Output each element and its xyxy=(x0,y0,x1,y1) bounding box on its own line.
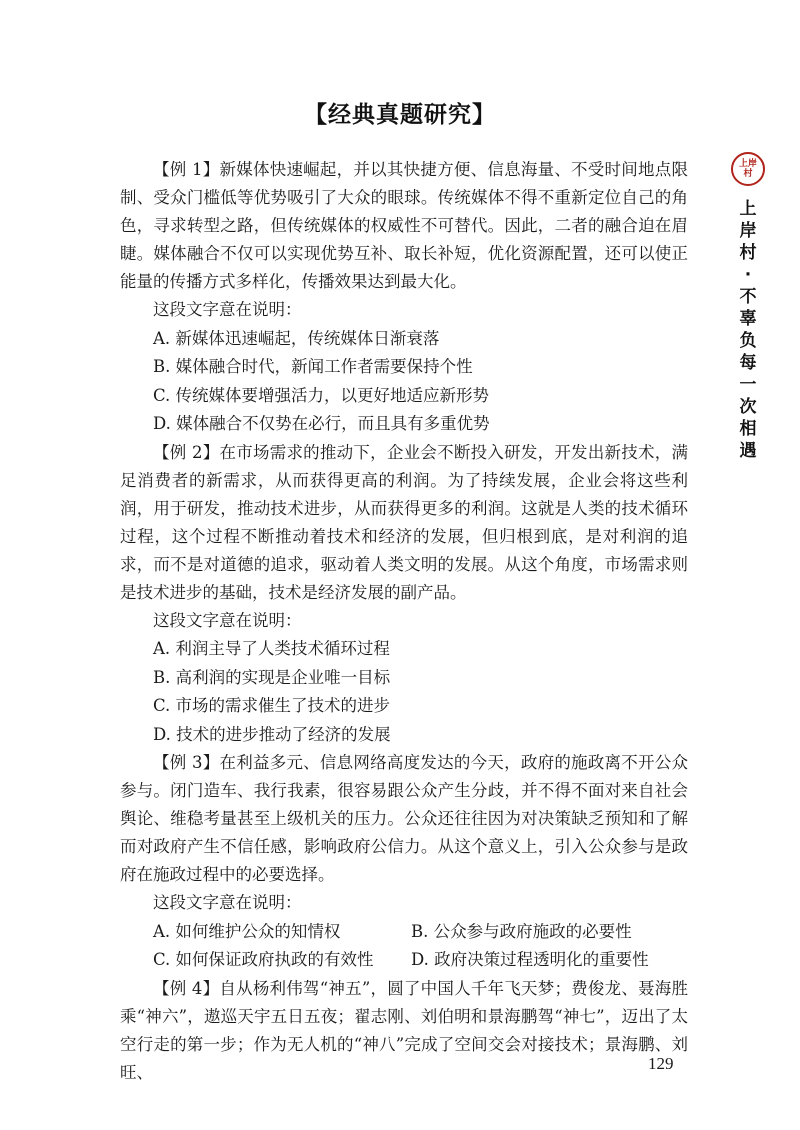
question-2-option-b: B. 高利润的实现是企业唯一目标 xyxy=(153,667,391,687)
question-3 xyxy=(120,749,688,889)
question-1-option-d: D. 媒体融合不仅势在必行，而且具有多重优势 xyxy=(153,414,490,433)
question-4-tag: 【例 4】 xyxy=(153,978,220,998)
sidebar-slogan: 上岸村·不辜负每一次相遇 xyxy=(739,199,757,461)
question-2-prompt: 这段文字意在说明： xyxy=(153,610,302,630)
question-1-prompt: 这段文字意在说明： xyxy=(153,300,302,319)
question-2-option-c: C. 市场的需求催生了技术的进步 xyxy=(153,696,391,715)
question-2-option-a: A. 利润主导了人类技术循环过程 xyxy=(153,639,390,658)
question-3-option-d: D. 政府决策过程透明化的重要性 xyxy=(411,950,649,969)
question-1-text: 新媒体快速崛起，并以其快捷方便、信息海量、不受时间地点限制、受众门槛低等优势吸引了大众的眼球。传统媒体不得不重新定位自己的角色，寻求转型之路，但传统媒体的权威性不可替代。因此，二者的融合迫在眉睫。媒体融合不仅可以实现优势互补、取长补短，优化资源配置，还可以使正能量的传播方式多样化，传播效果达到最大化。 xyxy=(120,160,689,291)
question-1-option-c: C. 传统媒体要增强活力，以更好地适应新形势 xyxy=(153,385,490,405)
question-1-option-a: A. 新媒体迅速崛起，传统媒体日渐衰落 xyxy=(153,328,440,348)
question-2-option-d: D. 技术的进步推动了经济的发展 xyxy=(153,724,391,744)
section-title: 【经典真题研究】 xyxy=(304,102,496,128)
question-1-tag: 【例 1】 xyxy=(153,160,220,179)
question-2 xyxy=(120,439,688,607)
question-2-text: 在市场需求的推动下，企业会不断投入研发，开发出新技术，满足消费者的新需求，从而获得更高的利润。为了持续发展，企业会将这些利润，用于研发，推动技术进步，从而获得更多的利润。这就是人类的技术循环过程，这个过程不断推动着技术和经济的发展，但归根到底，是对利润的追求，而不是对道德的追求，驱动着人类文明的发展。从这个角度，市场需求则是技术进步的基础，技术是经济发展的副产品。 xyxy=(120,442,689,602)
question-3-options-row-2 xyxy=(120,946,688,975)
question-1-option-b: B. 媒体融合时代，新闻工作者需要保持个性 xyxy=(153,357,473,376)
question-3-prompt: 这段文字意在说明： xyxy=(153,893,302,912)
question-2-tag: 【例 2】 xyxy=(153,442,220,462)
question-3-options-row-1 xyxy=(120,918,688,947)
question-4-text: 自从杨利伟驾“神五”，圆了中国人千年飞天梦；费俊龙、聂海胜乘“神六”，遨巡天宇五日五夜；翟志刚、刘伯明和景海鹏驾“神七”，迈出了太空行走的第一步；作为无人机的“神八”完成了空间交会对接技术；景海鹏、刘旺、 xyxy=(120,978,689,1082)
logo-icon xyxy=(731,152,765,186)
question-3-text: 在利益多元、信息网络高度发达的今天，政府的施政离不开公众参与。闭门造车、我行我素，很容易跟公众产生分歧，并不得不面对来自社会舆论、维稳考量甚至上级机关的压力。公众还往往因为对决策缺乏预知和了解而对政府产生不信任感，影响政府公信力。从这个意义上，引入公众参与是政府在施政过程中的必要选择。 xyxy=(120,753,689,884)
content xyxy=(120,156,688,1087)
question-3-option-c: C. 如何保证政府执政的有效性 xyxy=(153,950,374,969)
question-3-tag: 【例 3】 xyxy=(153,753,220,772)
question-4 xyxy=(120,975,688,1087)
sidebar xyxy=(728,152,768,462)
question-3-option-a: A. 如何维护公众的知情权 xyxy=(153,921,341,941)
question-3-option-b: B. 公众参与政府施政的必要性 xyxy=(411,921,632,941)
page-number: 129 xyxy=(648,1054,674,1073)
question-1 xyxy=(120,156,688,296)
logo-text: 上岸村 xyxy=(738,159,757,179)
